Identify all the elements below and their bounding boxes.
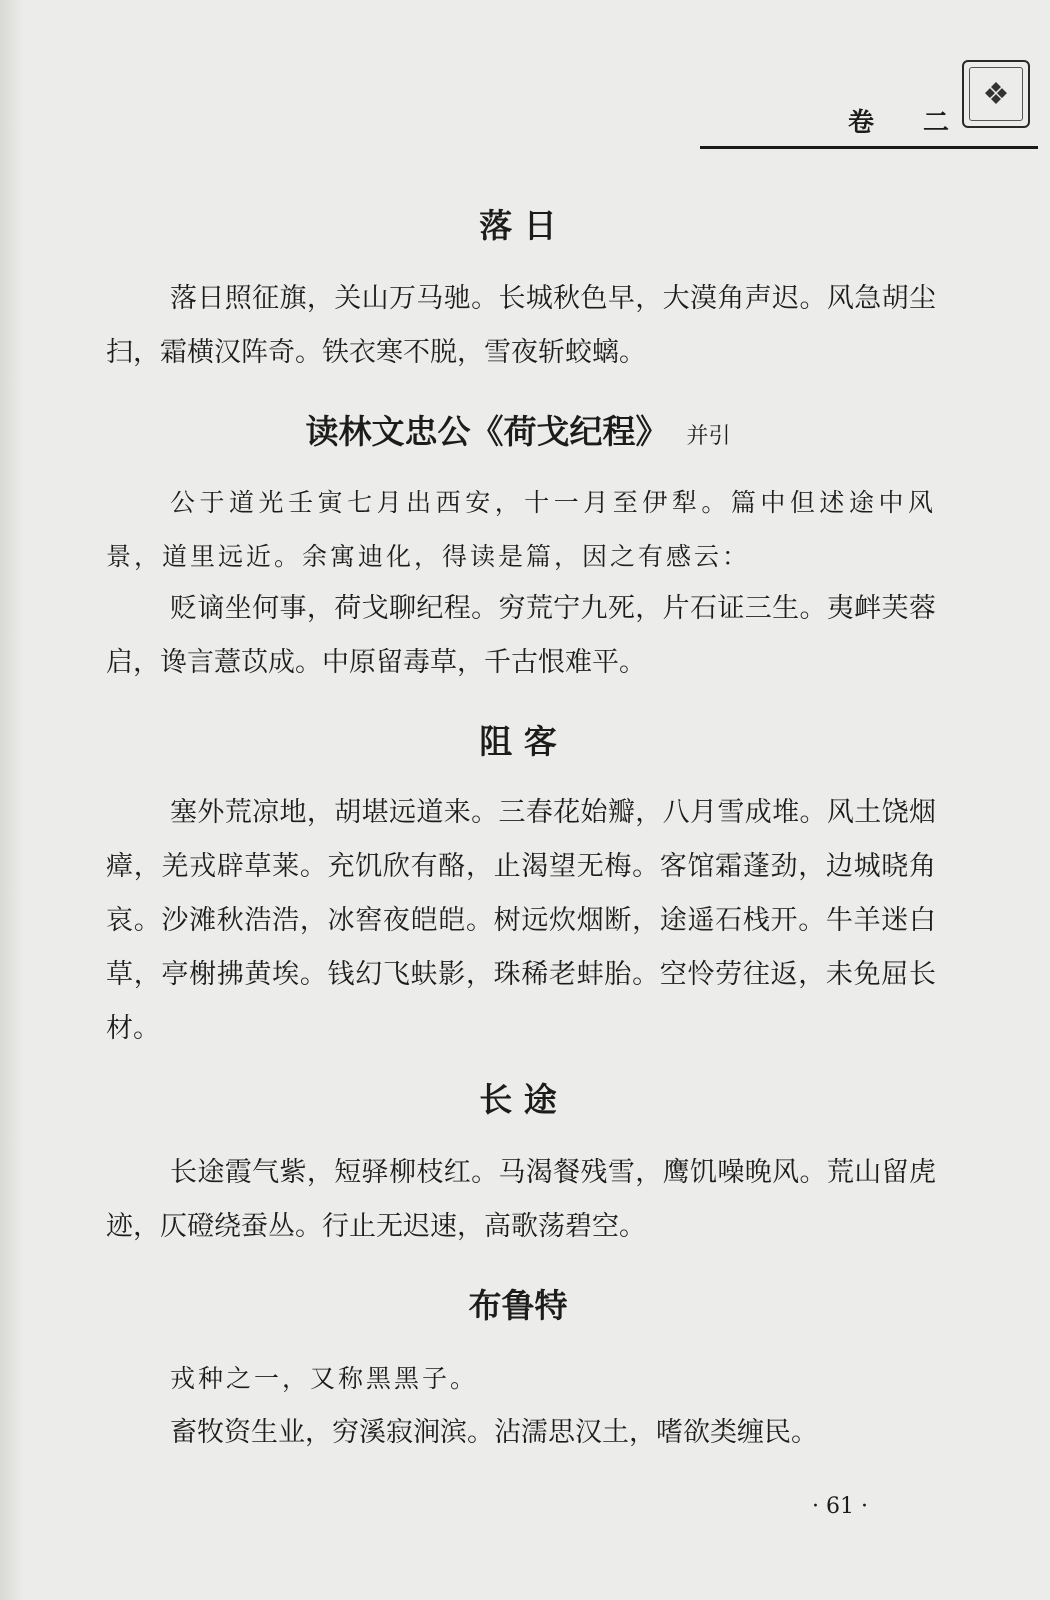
chapter-label: 卷 二 (848, 108, 970, 138)
poem-text: 落日照征旗，关山万马驰。长城秋色早，大漠角声迟。风急胡尘扫，霜横汉阵奇。铁衣寒不脱，雪夜斩蛟螭。 (106, 283, 936, 368)
poem-title-note: 并引 (686, 424, 731, 449)
seal-stamp-icon: ❖ (962, 60, 1030, 128)
poem-preface: 公于道光壬寅七月出西安，十一月至伊犁。篇中但述途中风景，道里远近。余寓迪化，得读是篇，因之有感云： (106, 488, 936, 571)
poem-title (0, 406, 1036, 453)
running-head (700, 76, 1040, 156)
page-number: · 61 · (812, 1494, 868, 1519)
poem-title: 阻 客 (479, 722, 557, 761)
header-rule (700, 146, 1038, 149)
poem-text: 长途霞气紫，短驿柳枝红。马渴餐残雪，鹰饥噪晚风。荒山留虎迹，仄磴绕蚕丛。行止无迟速，高歌荡碧空。 (106, 1157, 936, 1242)
poem-title: 长 途 (479, 1080, 557, 1119)
poem-text: 贬谪坐何事，荷戈聊纪程。穷荒宁九死，片石证三生。夷衅芙蓉启，谗言薏苡成。中原留毒草，千古恨难平。 (106, 593, 936, 678)
poem-title: 布鲁特 (468, 1286, 568, 1325)
poem-preface: 戎种之一，又称黑黑子。 (170, 1364, 479, 1393)
poem-text: 畜牧资生业，穷溪寂涧滨。沾濡思汉土，嗜欲类缠民。 (170, 1417, 818, 1448)
poem-text: 塞外荒凉地，胡堪远道来。三春花始瓣，八月雪成堆。风土饶烟瘴，羌戎辟草莱。充饥欣有酪，止渴望无梅。客馆霜蓬劲，边城晓角哀。沙滩秋浩浩，冰窖夜皑皑。树远炊烟断，途遥石栈开。牛羊迷白草，亭榭拂黄埃。钱幻飞蚨影，珠稀老蚌胎。空怜劳往返，未免屈长材。 (106, 797, 936, 1044)
poem-title: 落 日 (479, 206, 557, 245)
poem-title-text: 读林文忠公《荷戈纪程》 (305, 412, 669, 451)
